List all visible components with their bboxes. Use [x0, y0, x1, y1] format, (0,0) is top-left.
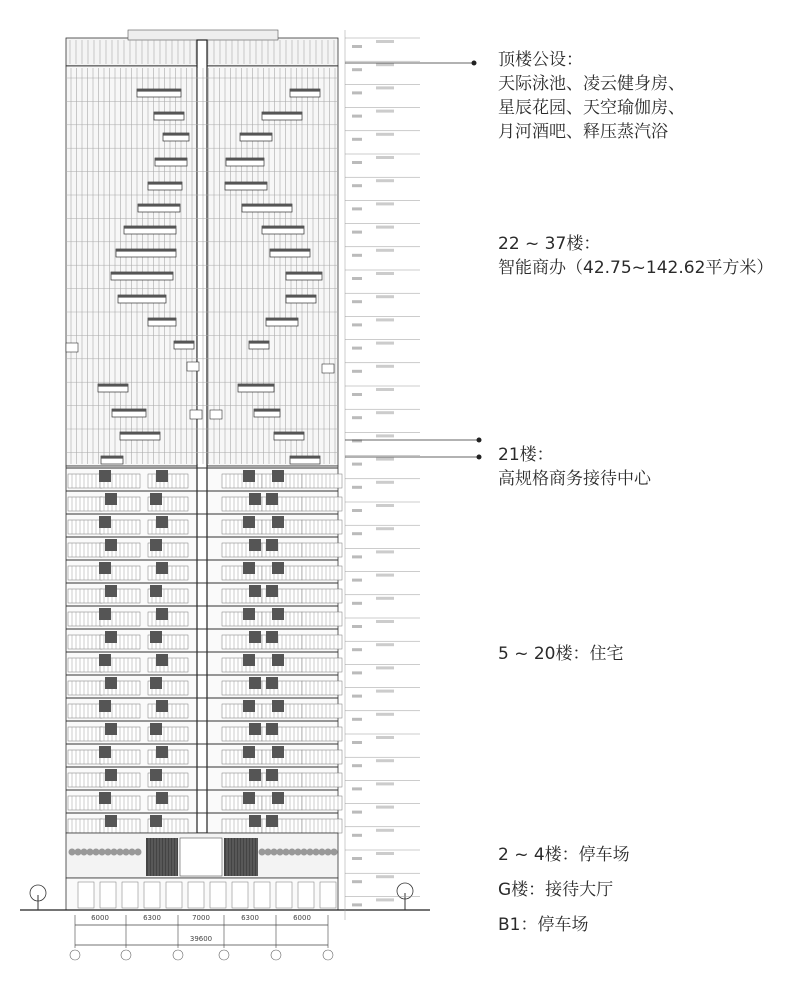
residential-pier: [150, 677, 162, 689]
level-tag: [352, 718, 362, 721]
level-elevation-tag: [376, 504, 394, 507]
total-dim: 39600: [189, 935, 213, 943]
residential-pier: [249, 723, 261, 735]
office-ledge: [210, 410, 222, 419]
residential-window: [68, 727, 102, 741]
axis-bubble: [219, 950, 229, 960]
residential-pier: [150, 493, 162, 505]
lobby-window: [188, 882, 204, 908]
bay-dim-2: 6300: [143, 914, 161, 922]
residential-pier: [150, 539, 162, 551]
podium-section: [20, 833, 430, 910]
axis-bubble: [271, 950, 281, 960]
level-tag: [352, 184, 362, 187]
residential-pier: [156, 654, 168, 666]
level-tag: [352, 671, 362, 674]
annotation-office-title: 22 ~ 37楼：: [498, 234, 601, 254]
residential-pier: [105, 493, 117, 505]
level-tag: [352, 787, 362, 790]
residential-pier: [249, 539, 261, 551]
level-elevation-tag: [376, 574, 394, 577]
residential-pier: [272, 654, 284, 666]
level-tag: [352, 231, 362, 234]
level-elevation-tag: [376, 736, 394, 739]
residential-pier: [272, 792, 284, 804]
level-elevation-tag: [376, 806, 394, 809]
annotation-business-center: [498, 443, 651, 491]
annotation-basement-title: B1：停车场: [498, 915, 589, 935]
residential-pier: [150, 723, 162, 735]
lobby-window: [320, 882, 336, 908]
annotation-residential-title: 5 ~ 20楼：住宅: [498, 644, 624, 664]
level-tag: [352, 903, 362, 906]
residential-pier: [99, 608, 111, 620]
level-tag: [352, 300, 362, 303]
level-tag: [352, 811, 362, 814]
level-elevation-tag: [376, 852, 394, 855]
level-elevation-tag: [376, 156, 394, 159]
level-elevation-tag: [376, 86, 394, 89]
residential-window: [68, 773, 102, 787]
bay-dim-4: 6300: [241, 914, 259, 922]
level-elevation-tag: [376, 782, 394, 785]
annotation-business-line-1: 高规格商务接待中心: [498, 469, 651, 489]
residential-pier: [99, 700, 111, 712]
residential-pier: [156, 792, 168, 804]
residential-pier: [243, 470, 255, 482]
residential-pier: [150, 815, 162, 827]
level-tag: [352, 463, 362, 466]
lobby-window: [276, 882, 292, 908]
residential-pier: [150, 769, 162, 781]
annotation-roof-amenities: [498, 48, 685, 144]
annotation-roof-line-3: 月河酒吧、释压蒸汽浴: [498, 122, 668, 142]
residential-window: [68, 819, 102, 833]
level-elevation-tag: [376, 550, 394, 553]
residential-pier: [99, 746, 111, 758]
level-elevation-tag: [376, 759, 394, 762]
level-elevation-tag: [376, 620, 394, 623]
annotation-roof-line-2: 星辰花园、天空瑜伽房、: [498, 98, 685, 118]
residential-pier: [243, 654, 255, 666]
level-elevation-tag: [376, 458, 394, 461]
level-tag: [352, 115, 362, 118]
annotation-roof-title: 顶楼公设：: [498, 50, 583, 70]
residential-window: [68, 543, 102, 557]
level-elevation-tag: [376, 898, 394, 901]
residential-pier: [243, 746, 255, 758]
lobby-window: [254, 882, 270, 908]
level-elevation-tag: [376, 202, 394, 205]
office-ledge: [190, 410, 202, 419]
level-elevation-tag: [376, 272, 394, 275]
residential-pier: [150, 631, 162, 643]
residential-pier: [156, 562, 168, 574]
level-elevation-tag: [376, 411, 394, 414]
axis-bubble: [173, 950, 183, 960]
lobby-window: [210, 882, 226, 908]
residential-pier: [272, 608, 284, 620]
level-tag: [352, 741, 362, 744]
residential-pier: [272, 700, 284, 712]
residential-pier: [272, 746, 284, 758]
level-tag: [352, 416, 362, 419]
level-elevation-tag: [376, 318, 394, 321]
residential-pier: [99, 562, 111, 574]
residential-pier: [243, 608, 255, 620]
lobby-window: [100, 882, 116, 908]
level-elevation-tag: [376, 226, 394, 229]
annotation-parking-upper-title: 2 ~ 4楼：停车场: [498, 845, 630, 865]
level-tag: [352, 45, 362, 48]
residential-pier: [105, 677, 117, 689]
level-elevation-tag: [376, 875, 394, 878]
level-elevation-tag: [376, 110, 394, 113]
annotation-basement: [498, 913, 588, 937]
annotation-residential: [498, 642, 624, 666]
level-elevation-tag: [376, 713, 394, 716]
level-elevation-tag: [376, 40, 394, 43]
residential-pier: [105, 815, 117, 827]
level-tag: [352, 68, 362, 71]
residential-pier: [249, 631, 261, 643]
level-tag: [352, 625, 362, 628]
residential-pier: [243, 516, 255, 528]
dimension-lines: [70, 914, 333, 960]
residential-pier: [156, 470, 168, 482]
annotation-office: [498, 232, 773, 280]
residential-pier: [272, 562, 284, 574]
level-tag: [352, 764, 362, 767]
residential-pier: [156, 746, 168, 758]
level-tag: [352, 834, 362, 837]
level-elevation-tag: [376, 597, 394, 600]
lobby-window: [122, 882, 138, 908]
residential-window: [68, 681, 102, 695]
level-tag: [352, 695, 362, 698]
level-marker-column: [345, 30, 420, 920]
residential-pier: [105, 723, 117, 735]
residential-window: [68, 704, 102, 718]
residential-pier: [266, 493, 278, 505]
central-core-slot: [197, 40, 207, 833]
residential-pier: [105, 769, 117, 781]
level-elevation-tag: [376, 434, 394, 437]
residential-pier: [266, 815, 278, 827]
lobby-window: [144, 882, 160, 908]
level-tag: [352, 486, 362, 489]
bay-dim-3: 7000: [192, 914, 210, 922]
residential-window: [68, 750, 102, 764]
annotation-roof-line-1: 天际泳池、凌云健身房、: [498, 74, 685, 94]
residential-pier: [266, 539, 278, 551]
level-tag: [352, 370, 362, 373]
level-tag: [352, 880, 362, 883]
residential-pier: [99, 792, 111, 804]
level-elevation-tag: [376, 365, 394, 368]
annotation-parking-upper: [498, 843, 630, 867]
level-tag: [352, 254, 362, 257]
level-tag: [352, 91, 362, 94]
podium-entrance-panel: [180, 838, 222, 876]
lobby-window: [78, 882, 94, 908]
residential-window: [68, 796, 102, 810]
office-ledge: [322, 364, 334, 373]
leader-dot: [472, 61, 477, 66]
residential-window: [68, 474, 102, 488]
level-elevation-tag: [376, 690, 394, 693]
residential-pier: [272, 516, 284, 528]
office-ledge: [66, 343, 78, 352]
residential-pier: [150, 585, 162, 597]
level-elevation-tag: [376, 643, 394, 646]
axis-bubble: [121, 950, 131, 960]
leader-lines: [345, 61, 482, 460]
residential-window: [68, 566, 102, 580]
level-elevation-tag: [376, 63, 394, 66]
residential-pier: [243, 700, 255, 712]
residential-pier: [249, 585, 261, 597]
level-tag: [352, 509, 362, 512]
annotation-business-title: 21楼：: [498, 445, 554, 465]
level-elevation-tag: [376, 342, 394, 345]
residential-pier: [249, 815, 261, 827]
residential-pier: [272, 470, 284, 482]
lobby-window: [298, 882, 314, 908]
office-ledge: [187, 362, 199, 371]
residential-pier: [105, 631, 117, 643]
annotation-lobby: [498, 878, 613, 902]
level-tag: [352, 579, 362, 582]
residential-pier: [156, 608, 168, 620]
residential-pier: [249, 677, 261, 689]
lobby-window: [166, 882, 182, 908]
level-elevation-tag: [376, 295, 394, 298]
residential-pier: [266, 769, 278, 781]
level-elevation-tag: [376, 388, 394, 391]
level-tag: [352, 161, 362, 164]
level-elevation-tag: [376, 481, 394, 484]
level-elevation-tag: [376, 179, 394, 182]
level-elevation-tag: [376, 666, 394, 669]
level-elevation-tag: [376, 133, 394, 136]
level-tag: [352, 138, 362, 141]
leader-dot: [477, 438, 482, 443]
residential-pier: [266, 723, 278, 735]
residential-pier: [249, 769, 261, 781]
residential-pier: [99, 516, 111, 528]
residential-pier: [105, 585, 117, 597]
leader-dot: [477, 455, 482, 460]
level-tag: [352, 555, 362, 558]
axis-bubble: [323, 950, 333, 960]
level-tag: [352, 323, 362, 326]
residential-window: [68, 612, 102, 626]
level-tag: [352, 648, 362, 651]
bay-dim-5: 6000: [293, 914, 311, 922]
residential-pier: [243, 792, 255, 804]
residential-pier: [156, 516, 168, 528]
level-tag: [352, 207, 362, 210]
residential-pier: [266, 677, 278, 689]
residential-window: [68, 658, 102, 672]
residential-pier: [156, 700, 168, 712]
annotation-lobby-title: G楼：接待大厅: [498, 880, 614, 900]
level-tag: [352, 347, 362, 350]
level-tag: [352, 393, 362, 396]
level-tag: [352, 857, 362, 860]
lobby-window: [232, 882, 248, 908]
residential-pier: [243, 562, 255, 574]
level-tag: [352, 277, 362, 280]
residential-window: [68, 497, 102, 511]
podium-grille-right: [224, 838, 258, 876]
level-elevation-tag: [376, 527, 394, 530]
residential-pier: [266, 631, 278, 643]
residential-window: [68, 589, 102, 603]
level-elevation-tag: [376, 249, 394, 252]
level-elevation-tag: [376, 829, 394, 832]
residential-pier: [266, 585, 278, 597]
residential-window: [68, 635, 102, 649]
level-tag: [352, 532, 362, 535]
axis-bubble: [70, 950, 80, 960]
residential-pier: [99, 470, 111, 482]
roof-parapet: [128, 30, 278, 40]
residential-pier: [99, 654, 111, 666]
residential-pier: [105, 539, 117, 551]
bay-dim-1: 6000: [91, 914, 109, 922]
annotation-office-line-1: 智能商办（42.75~142.62平方米）: [498, 258, 774, 278]
residential-window: [68, 520, 102, 534]
level-tag: [352, 602, 362, 605]
residential-pier: [249, 493, 261, 505]
